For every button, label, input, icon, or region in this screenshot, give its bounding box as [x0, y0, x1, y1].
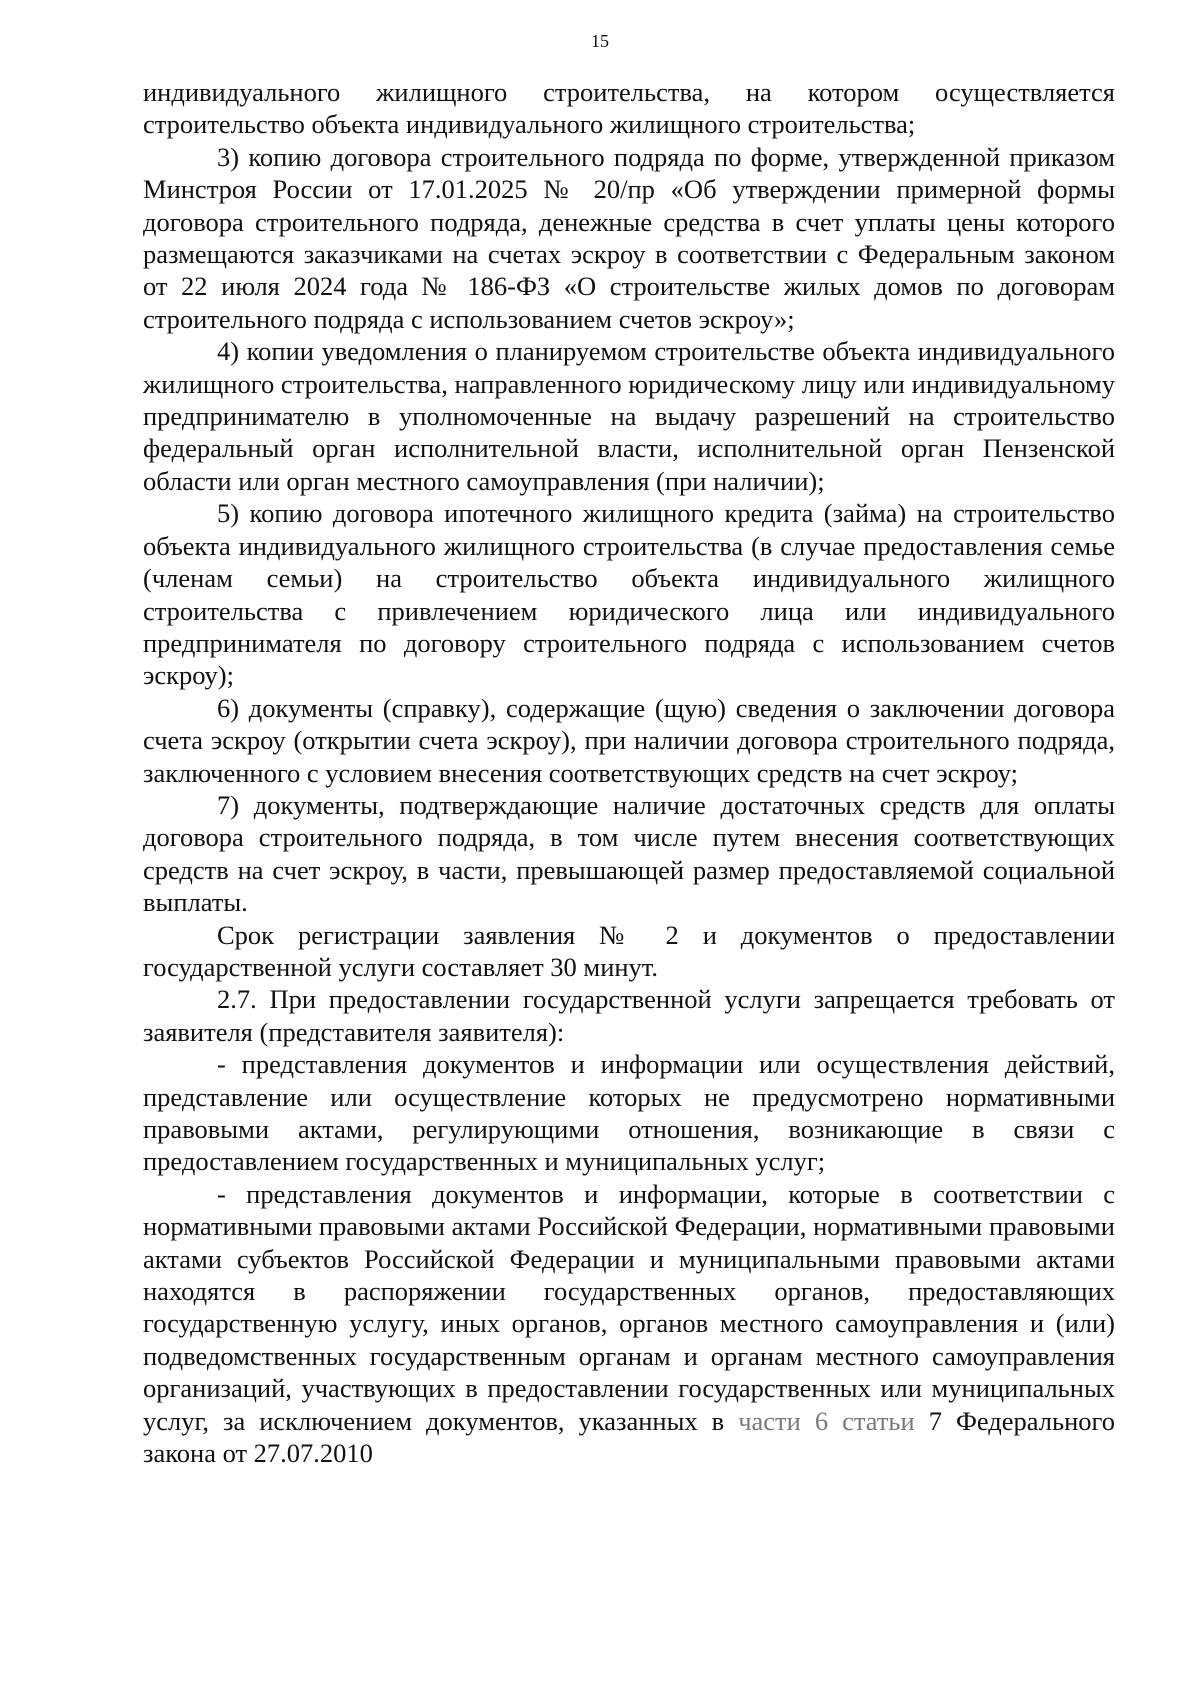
paragraph-item-5: 5) копию договора ипотечного жилищного кредита (займа) на строительство объекта индивидуального жилищного строительства (в случае предоставления семье (членам семьи) на строительство объекта индивидуального жилищного строительства с привлечением юридического лица или индивидуального предпринимателя по договору строительного подряда с использованием счетов эскроу); — [143, 498, 1115, 691]
paragraph-item-4: 4) копии уведомления о планируемом строительстве объекта индивидуального жилищного строительства, направленного юридическому лицу или индивидуальному предпринимателю в уполномоченные на выдачу разрешений на строительство федеральный орган исполнительной власти, исполнительной орган Пензенской области или орган местного самоуправления (при наличии); — [143, 336, 1115, 496]
paragraph-item-6: 6) документы (справку), содержащие (щую) сведения о заключении договора счета эскроу (открытии счета эскроу), при наличии договора строительного подряда, заключенного с условием внесения соответствующих средств на счет эскроу; — [143, 692, 1115, 788]
paragraph-registration-term: Срок регистрации заявления № 2 и документов о предоставлении государственной услуги составляет 30 минут. — [143, 919, 1115, 982]
law-reference-link[interactable]: части 6 статьи — [738, 1405, 915, 1436]
document-body — [143, 76, 1115, 1469]
paragraph-text-after-reference: 7 Федерального закона от 27.07.2010 — [143, 1405, 1115, 1469]
paragraph-section-2-7: 2.7. При предоставлении государственной услуги запрещается требовать от заявителя (представителя заявителя): — [143, 984, 1115, 1047]
paragraph-continuation: индивидуального жилищного строительства, на котором осуществляется строительство объекта индивидуального жилищного строительства; — [143, 77, 1115, 140]
paragraph-item-7: 7) документы, подтверждающие наличие достаточных средств для оплаты договора строительного подряда, в том числе путем внесения соответствующих средств на счет эскроу, в части, превышающей размер предоставляемой социальной выплаты. — [143, 789, 1115, 918]
page-number: 15 — [591, 31, 609, 51]
paragraph-prohibition-1: - представления документов и информации или осуществления действий, представление или осуществление которых не предусмотрено нормативными правовыми актами, регулирующими отношения, возникающие в связи с предоставлением государственных и муниципальных услуг; — [143, 1049, 1115, 1177]
paragraph-item-3: 3) копию договора строительного подряда по форме, утвержденной приказом Минстроя России от 17.01.2025 № 20/пр «Об утверждении примерной формы договора строительного подряда, денежные средства в счет уплаты цены которого размещаются заказчиками на счетах эскроу в соответствии с Федеральным законом от 22 июля 2024 года № 186-ФЗ «О строительстве жилых домов по договорам строительного подряда с использованием счетов эскроу»; — [143, 141, 1115, 334]
paragraph-text-before-reference: - представления документов и информации, которые в соответствии с нормативными правовыми актами Российской Федерации, нормативными правовыми актами субъектов Российской Федерации и муниципальными правовыми актами находятся в распоряжении государственных органов, предоставляющих государственную услугу, иных органов, органов местного самоуправления и (или) подведомственных государственным органам и органам местного самоуправления организаций, участвующих в предоставлении государственных или муниципальных услуг, за исключением документов, указанных в — [143, 1178, 1115, 1436]
paragraph-prohibition-2 — [143, 1178, 1115, 1470]
